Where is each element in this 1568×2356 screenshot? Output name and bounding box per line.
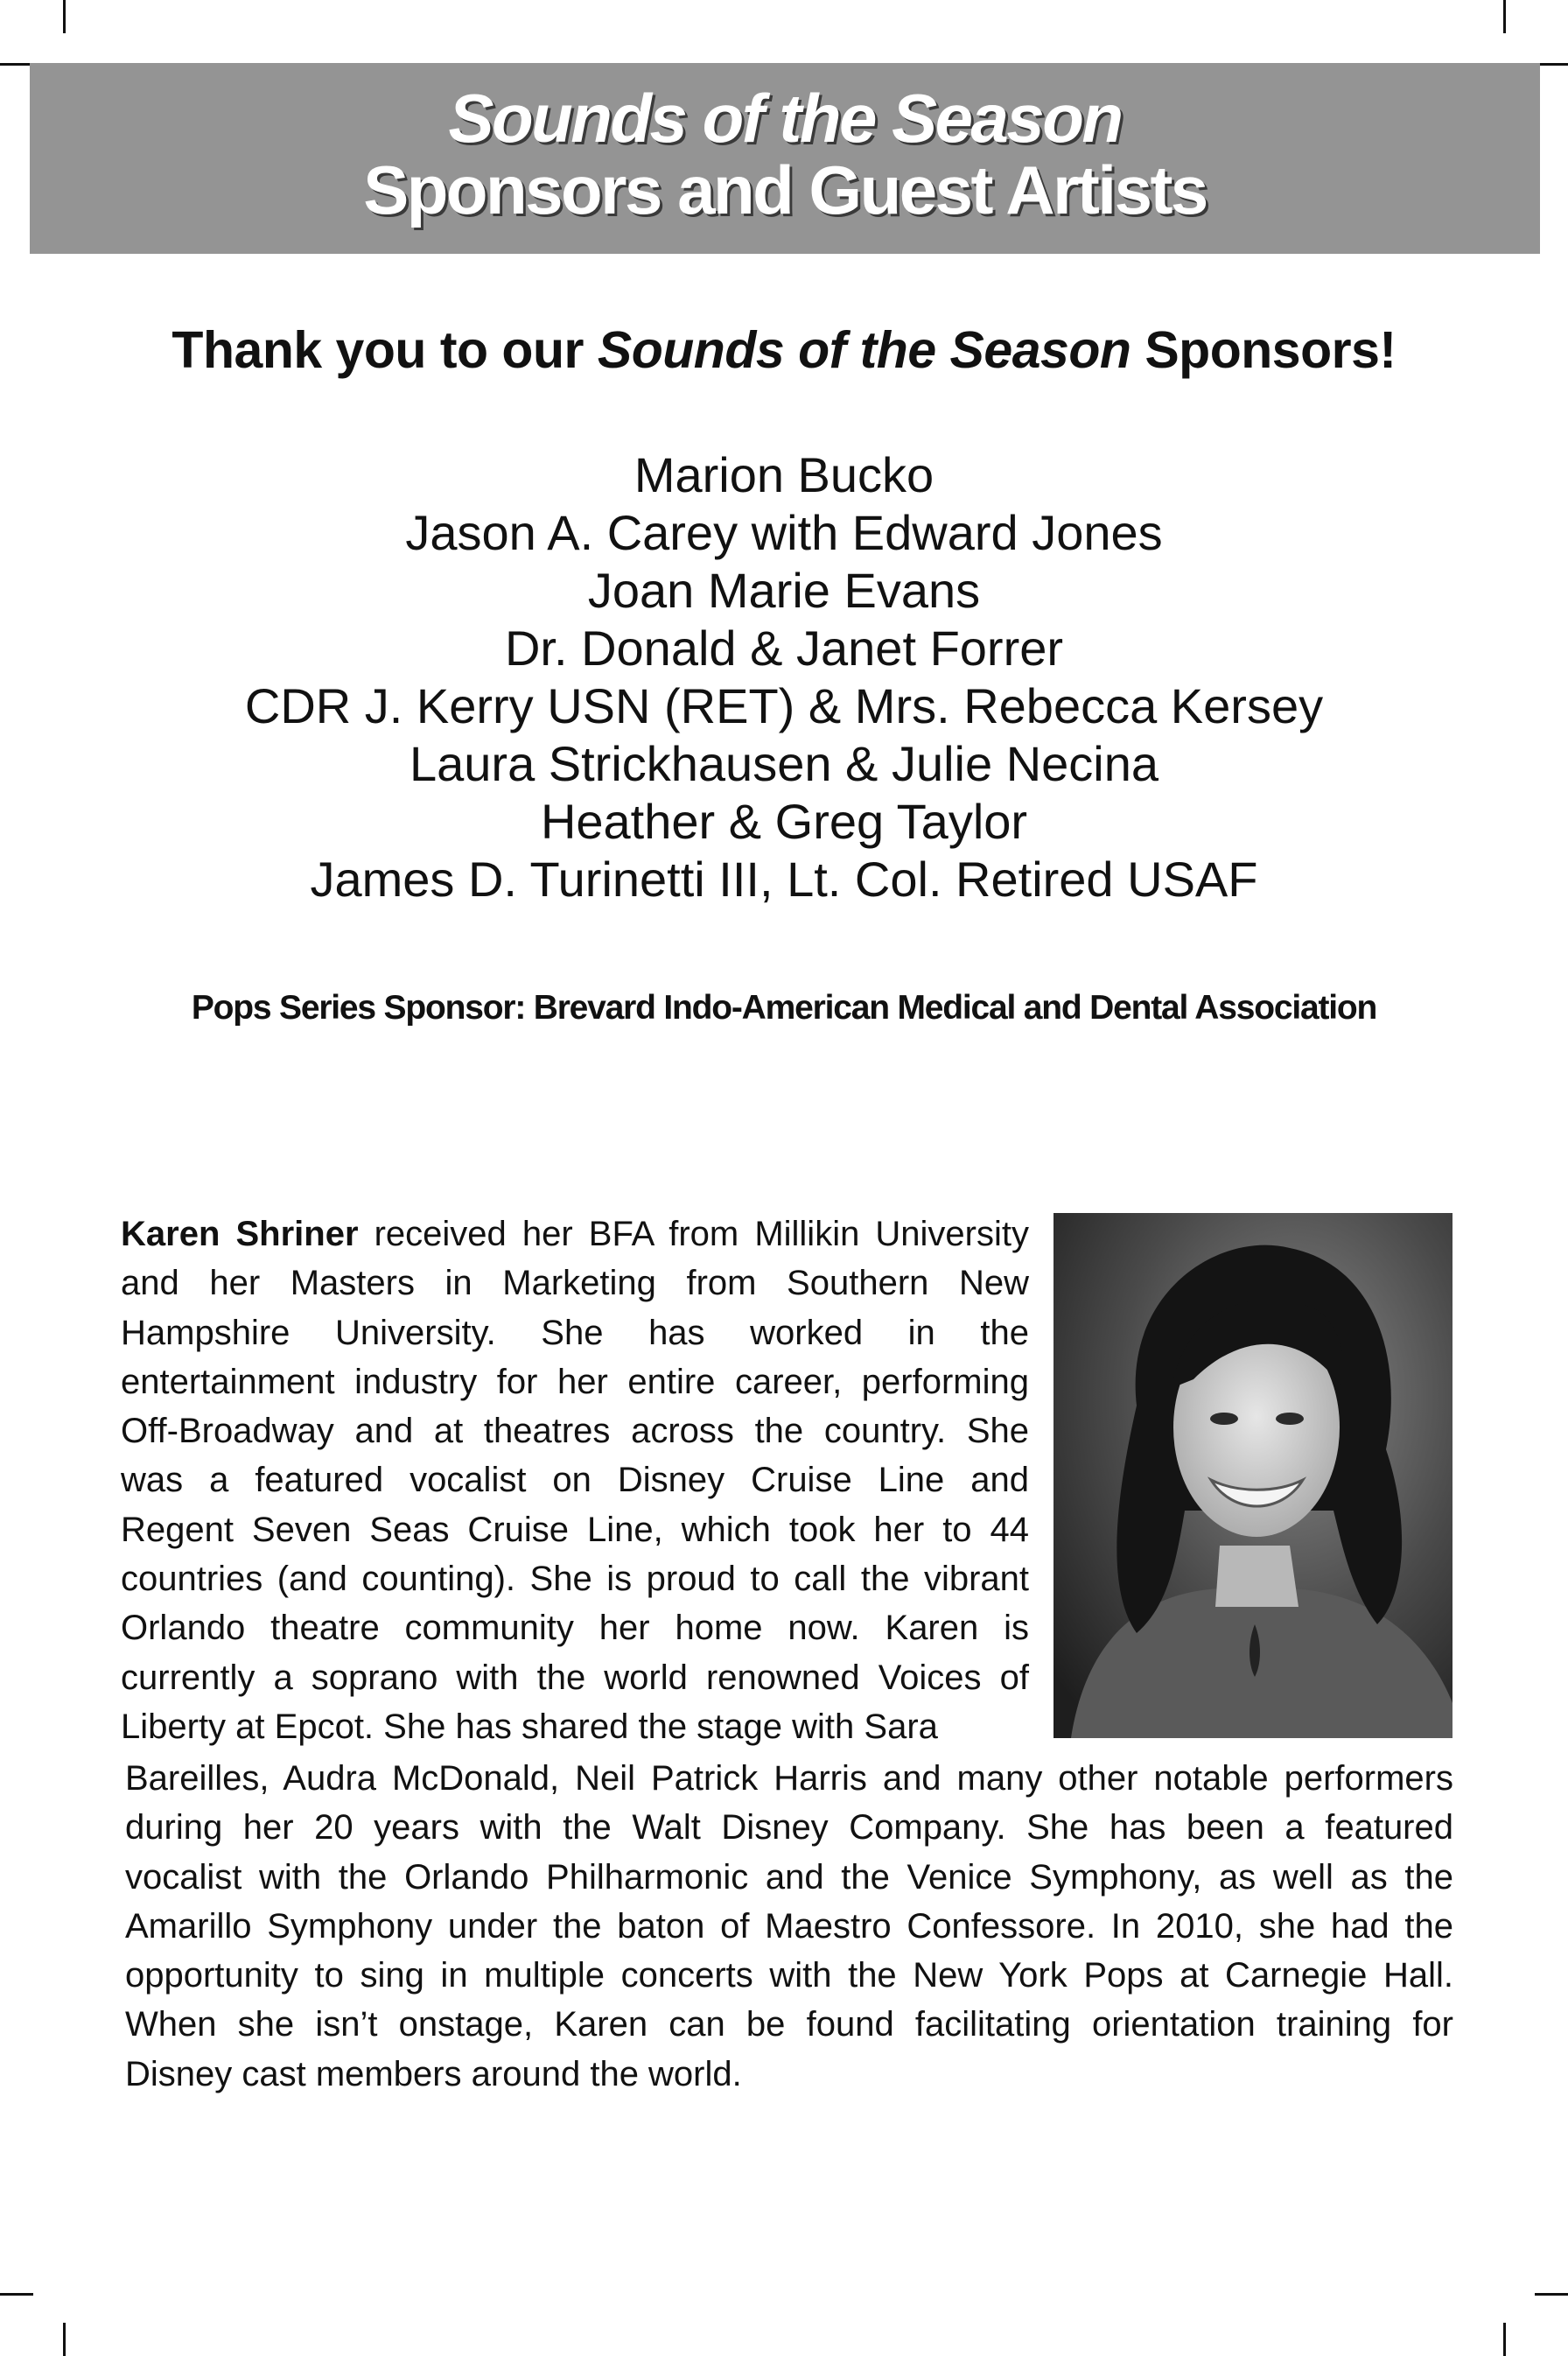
artist-portrait-photo bbox=[1054, 1213, 1452, 1738]
thanks-italic: Sounds of the Season bbox=[597, 321, 1131, 379]
bio-line: and her Masters in Marketing from Southern New bbox=[121, 1264, 1029, 1303]
header-title-line1: Sounds of the Season bbox=[448, 80, 1122, 157]
header-title-line2: Sponsors and Guest Artists bbox=[363, 151, 1207, 228]
crop-mark-bottom-left-h bbox=[0, 2293, 33, 2296]
bio-line-text: received her BFA from Millikin University bbox=[358, 1215, 1030, 1253]
bio-line: Off-Broadway and at theatres across the country. She bbox=[121, 1412, 1029, 1451]
artist-bio-bottom bbox=[125, 1754, 1453, 2099]
bio-line: Amarillo Symphony under the baton of Maestro Confessore. In 2010, she had the bbox=[125, 1906, 1453, 1946]
thanks-suffix: Sponsors! bbox=[1130, 321, 1396, 379]
bio-line: was a featured vocalist on Disney Cruise Line and bbox=[121, 1461, 1029, 1500]
header-band bbox=[30, 63, 1540, 254]
sponsors-thanks-heading bbox=[0, 320, 1568, 380]
bio-line: Bareilles, Audra McDonald, Neil Patrick Harris and many other notable performers bbox=[125, 1759, 1453, 1798]
portrait-image bbox=[1054, 1213, 1452, 1738]
bio-line: during her 20 years with the Walt Disney Company. She has been a featured bbox=[125, 1808, 1453, 1848]
bio-line: Hampshire University. She has worked in the bbox=[121, 1313, 1029, 1352]
bio-line: countries (and counting). She is proud to call the vibrant bbox=[121, 1560, 1029, 1599]
bio-line: Liberty at Epcot. She has shared the stage with Sara bbox=[121, 1707, 938, 1746]
crop-mark-bottom-right bbox=[1503, 2323, 1506, 2356]
crop-mark-top-right bbox=[1503, 0, 1506, 33]
crop-mark-bottom-left bbox=[63, 2323, 66, 2356]
crop-mark-top-left bbox=[63, 0, 66, 33]
bio-line: opportunity to sing in multiple concerts with the New York Pops at Carnegie Hall. bbox=[125, 1956, 1453, 1995]
pops-series-sponsor: Pops Series Sponsor: Brevard Indo-American Medical and Dental Association bbox=[191, 989, 1377, 1027]
artist-bio-top bbox=[121, 1210, 1029, 1751]
crop-mark-top-left-h bbox=[0, 63, 33, 66]
bio-line: entertainment industry for her entire career, performing bbox=[121, 1362, 1029, 1401]
sponsor-name: Dr. Donald & Janet Forrer bbox=[504, 621, 1064, 676]
bio-line: currently a soprano with the world renowned Voices of bbox=[121, 1658, 1029, 1697]
bio-line: Disney cast members around the world. bbox=[125, 2054, 742, 2093]
artist-name: Karen Shriner bbox=[121, 1215, 359, 1253]
bio-line: When she isn’t onstage, Karen can be found facilitating orientation training for bbox=[125, 2005, 1453, 2044]
sponsor-name: Jason A. Carey with Edward Jones bbox=[405, 505, 1163, 560]
thanks-prefix: Thank you to our bbox=[172, 321, 598, 379]
sponsor-name: Laura Strickhausen & Julie Necina bbox=[409, 736, 1159, 791]
sponsor-name: CDR J. Kerry USN (RET) & Mrs. Rebecca Kersey bbox=[244, 678, 1324, 733]
bio-line bbox=[121, 1210, 1029, 1259]
sponsor-list bbox=[0, 446, 1568, 908]
crop-mark-bottom-right-h bbox=[1535, 2293, 1568, 2296]
bio-line: Regent Seven Seas Cruise Line, which took her to 44 bbox=[121, 1510, 1029, 1549]
sponsor-name: Joan Marie Evans bbox=[587, 563, 981, 618]
bio-line: vocalist with the Orlando Philharmonic and the Venice Symphony, as well as the bbox=[125, 1857, 1453, 1897]
bio-line: Orlando theatre community her home now. Karen is bbox=[121, 1609, 1029, 1648]
sponsor-name: Heather & Greg Taylor bbox=[540, 794, 1028, 849]
sponsor-name: James D. Turinetti III, Lt. Col. Retired USAF bbox=[310, 852, 1258, 907]
sponsor-name: Marion Bucko bbox=[634, 447, 934, 502]
